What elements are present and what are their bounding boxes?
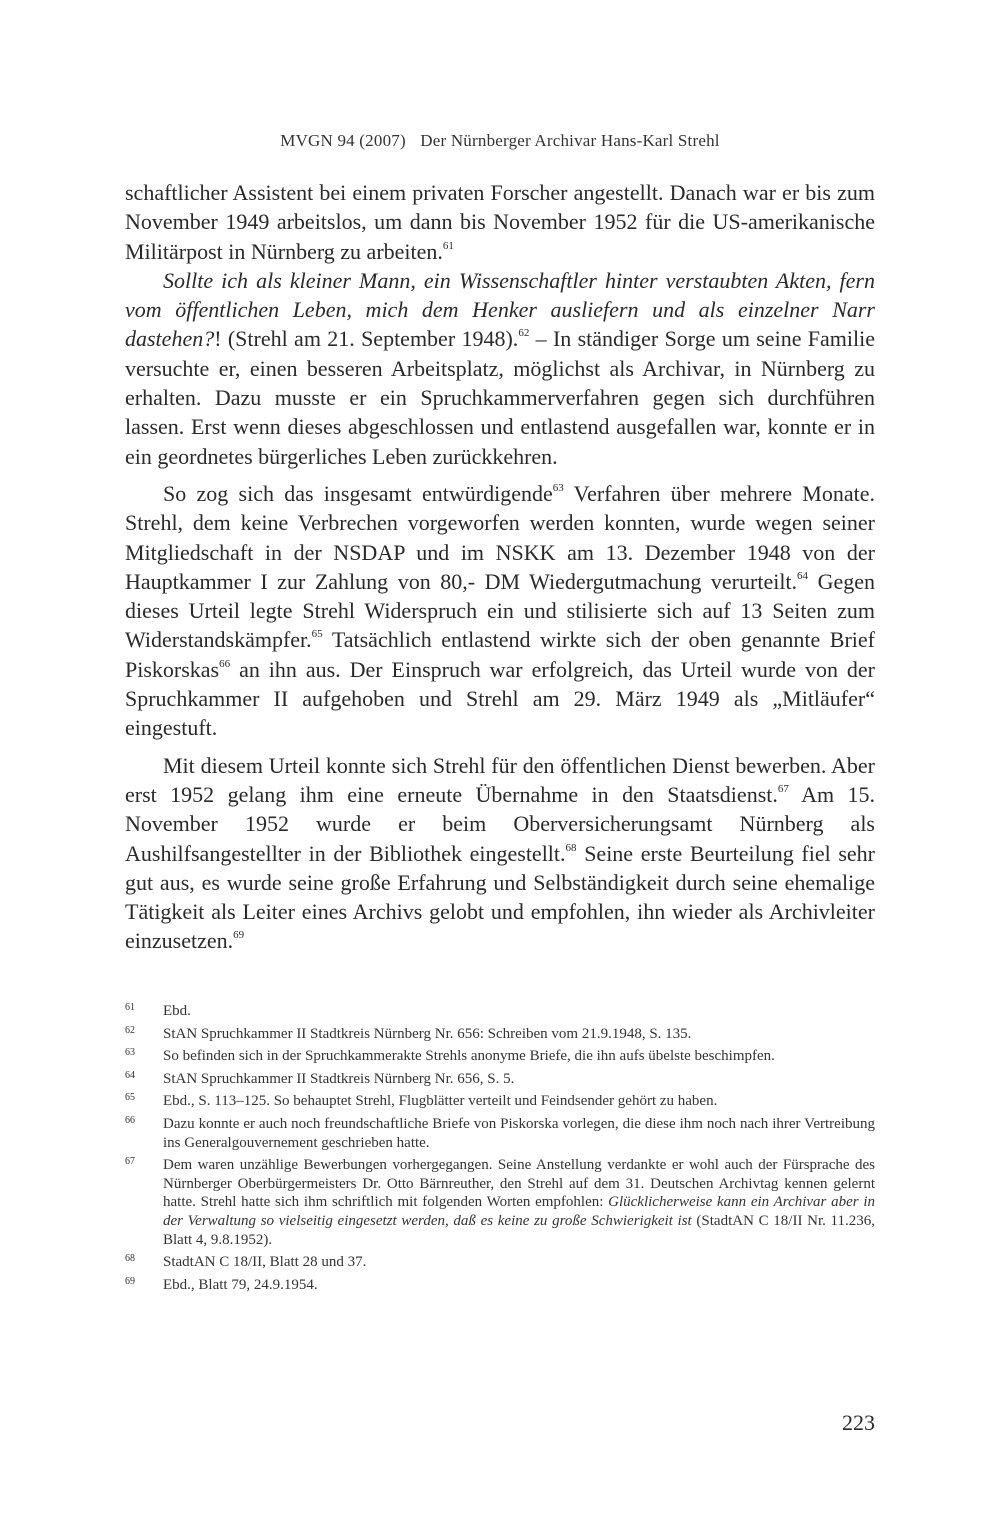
footnote-ref: 62 — [518, 327, 530, 340]
footnote: 69 Ebd., Blatt 79, 24.9.1954. — [125, 1276, 875, 1295]
page-number: 223 — [842, 1410, 875, 1435]
footnote-number: 65 — [125, 1092, 135, 1104]
footnote-ref: 64 — [797, 569, 809, 582]
footnote: 62 StAN Spruchkammer II Stadtkreis Nürnberg Nr. 656: Schreiben vom 21.9.1948, S. 135. — [125, 1025, 875, 1044]
footnote-ref: 68 — [565, 841, 577, 854]
footnote: 66 Dazu konnte er auch noch freundschaftliche Briefe von Piskorska vorlegen, die diese ihm noch nach ihrer Vertreibung ins Generalgouvernement geschrieben hatte. — [125, 1115, 875, 1152]
footnote-number: 63 — [125, 1047, 135, 1059]
footnote: 67 Dem waren unzählige Bewerbungen vorhergegangen. Seine Anstellung verdankte er wohl auch der Fürsprache des Nürnberger Oberbürgermeisters Dr. Otto Bärnreuther, den Strehl auf dem 31. Deutschen Archivtag kennen gelernt hatte. Strehl hatte sich ihm schriftlich mit folgenden Worten empfohlen: Glücklicherweise kann ein Archivar aber in der Verwaltung so vielseitig eingesetzt werden, daß es keine zu große Schwierigkeit ist (StadtAN C 18/II Nr. 11.236, Blatt 4, 9.8.1952). — [125, 1156, 875, 1249]
footnote-ref: 67 — [777, 782, 789, 795]
footnote-ref: 63 — [552, 481, 564, 494]
footnote-ref: 61 — [442, 239, 454, 252]
running-head — [0, 131, 1000, 151]
footnote: 65 Ebd., S. 113–125. So behauptet Strehl, Flugblätter verteilt und Feindsender gehört zu haben. — [125, 1092, 875, 1111]
footnote-number: 62 — [125, 1024, 135, 1036]
footnote-number: 68 — [125, 1253, 135, 1265]
footnote: 64 StAN Spruchkammer II Stadtkreis Nürnberg Nr. 656, S. 5. — [125, 1070, 875, 1089]
footnote-number: 64 — [125, 1069, 135, 1081]
paragraph-3: So zog sich das insgesamt entwürdigende$^{63}$ Verfahren über mehrere Monate. Strehl, dem keine Verbrechen vorgeworfen werden konnten, wurde wegen seiner Mitgliedschaft in der NSDAP und im NSKK am 13. Dezember 1948 von der Hauptkammer I zur Zahlung von 80,- DM Wiedergutmachung verurteilt.$^{64}$ Gegen dieses Urteil legte Strehl Widerspruch ein und stilisierte sich auf 13 Seiten zum Widerstandskämpfer.$^{65}$ Tatsächlich entlastend wirkte sich der oben genannte Brief Piskorskas$^{66}$ an ihn aus. Der Einspruch war erfolgreich, das Urteil wurde von der Spruchkammer II aufgehoben und Strehl am 29. März 1949 als „Mitläufer“ eingestuft. — [125, 480, 875, 741]
footnote-number: 69 — [125, 1275, 135, 1287]
paragraph-4: Mit diesem Urteil konnte sich Strehl für den öffentlichen Dienst bewerben. Aber erst 1952 gelang ihm eine erneute Übernahme in den Staatsdienst.$^{67}$ Am 15. November 1952 wurde er beim Oberversicherungsamt Nürnberg als Aushilfsangestellter in der Bibliothek eingestellt.$^{68}$ Seine erste Beurteilung fiel sehr gut aus, es wurde seine große Erfahrung und Selbständigkeit durch seine ehemalige Tätigkeit als Leiter eines Archivs gelobt und empfohlen, ihn wieder als Archivleiter einzusetzen.$^{69}$ — [125, 752, 875, 954]
footnote-ref: 66 — [219, 657, 231, 670]
main-text — [125, 178, 875, 956]
footnotes — [125, 1002, 875, 1298]
footnote-ref: 69 — [233, 929, 245, 942]
footnote: 61 Ebd. — [125, 1002, 875, 1021]
footnote-number: 66 — [125, 1114, 135, 1126]
footnote: 63 So befinden sich in der Spruchkammerakte Strehls anonyme Briefe, die ihn aufs übelste beschimpfen. — [125, 1047, 875, 1066]
footnote: 68 StadtAN C 18/II, Blatt 28 und 37. — [125, 1253, 875, 1272]
quote: Sollte ich als kleiner Mann, ein Wissenschaftler hinter verstaubten Akten, fern vom öffentlichen Leben, mich dem Henker ausliefern und als einzelner Narr dastehen? — [125, 267, 875, 352]
footnote-ref: 65 — [311, 628, 323, 641]
article-title: Der Nürnberger Archivar Hans-Karl Strehl — [420, 131, 720, 150]
footnote-number: 67 — [125, 1156, 135, 1168]
journal-reference: MVGN 94 (2007) — [280, 131, 406, 150]
paragraph-2: Sollte ich als kleiner Mann, ein Wissenschaftler hinter verstaubten Akten, fern vom öffentlichen Leben, mich dem Henker ausliefern und als einzelner Narr dastehen?! (Strehl am 21. September 1948).$^{62}$ – In ständiger Sorge um seine Familie versuchte er, einen besseren Arbeitsplatz, möglichst als Archivar, in Nürnberg zu erhalten. Dazu musste er ein Spruchkammerverfahren gegen sich durchführen lassen. Erst wenn dieses abgeschlossen und entlastend ausgefallen war, konnte er in ein geordnetes bürgerliches Leben zurückkehren. — [125, 267, 875, 469]
footnote-number: 61 — [125, 1002, 135, 1013]
paragraph-1: schaftlicher Assistent bei einem privaten Forscher angestellt. Danach war er bis zum November 1949 arbeitslos, um dann bis November 1952 für die US-amerikanische Militärpost in Nürnberg zu arbeiten.$^{61}$ — [125, 180, 875, 264]
